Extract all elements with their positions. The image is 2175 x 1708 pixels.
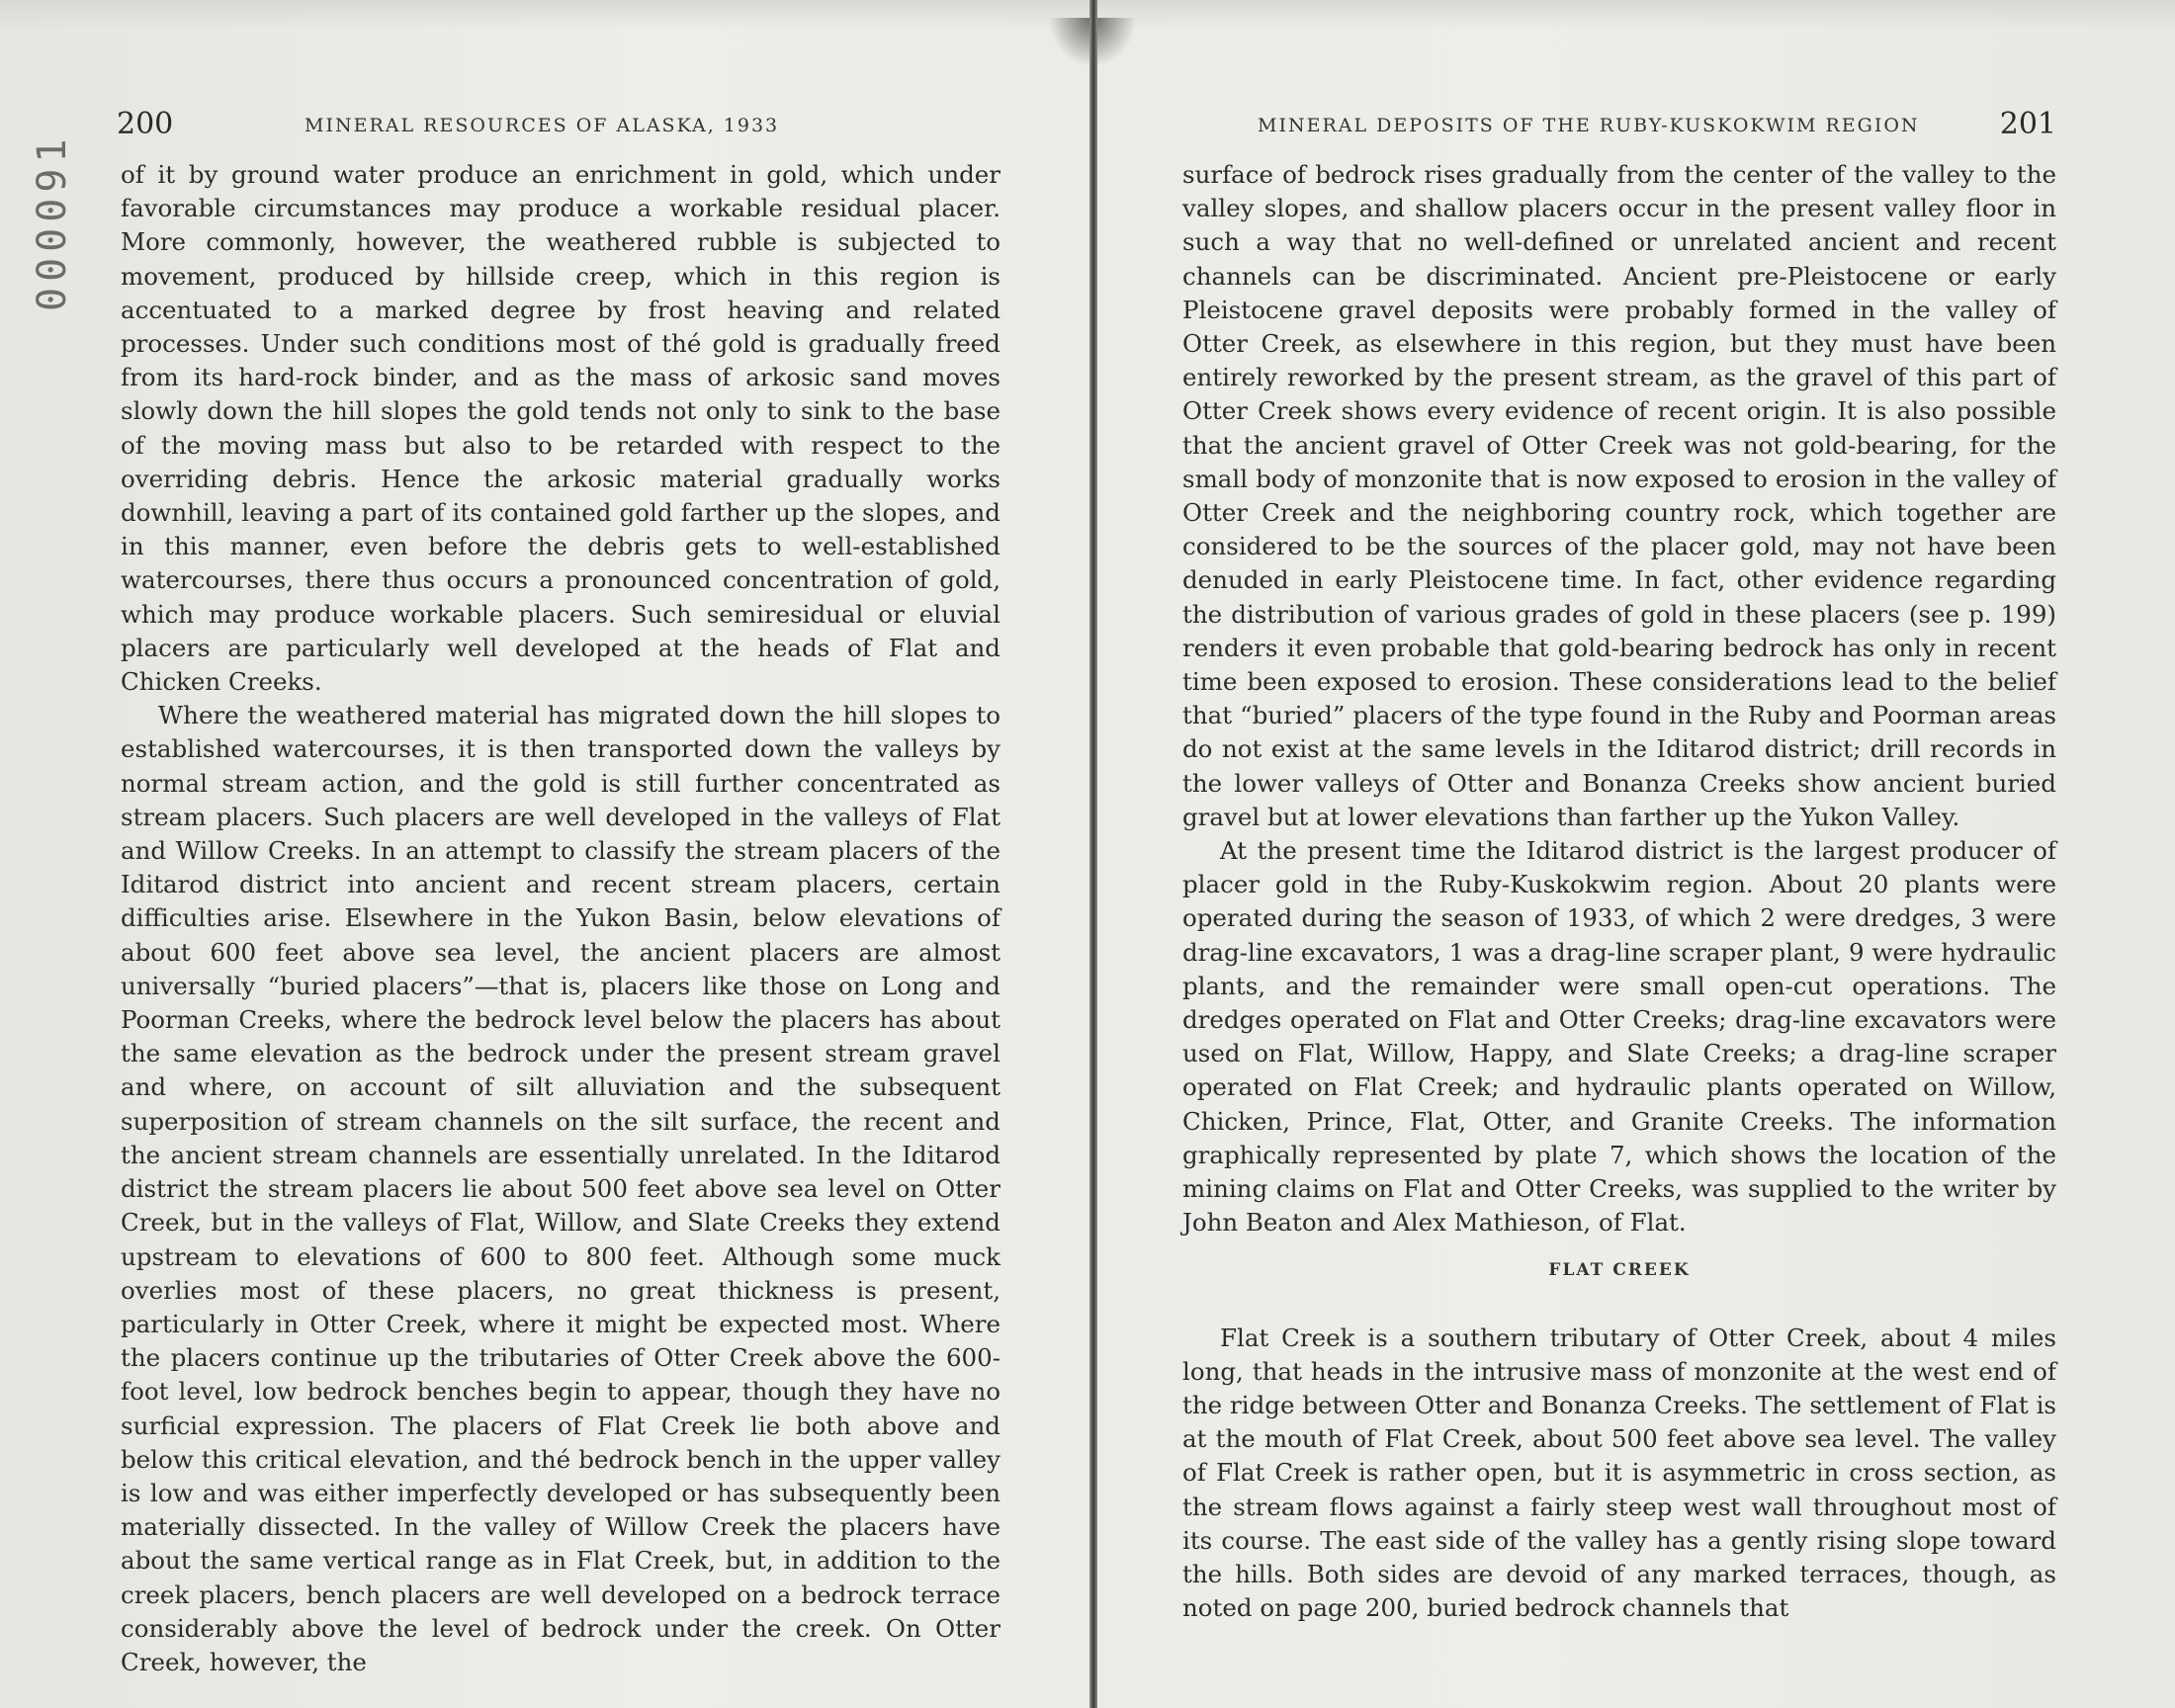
left-running-head: MINERAL RESOURCES OF ALASKA, 1933	[304, 115, 780, 136]
right-page	[1182, 107, 2056, 1625]
right-running-head: MINERAL DEPOSITS OF THE RUBY-KUSKOKWIM REGION	[1258, 115, 1920, 136]
right-paragraph-2: At the present time the Iditarod district is the largest producer of placer gold in the Ruby-Kuskokwim region. About 20 plants were operated during the season of 1933, of which 2 were dredges, 3 were drag-line excavators, 1 was a drag-line scraper plant, 9 were hydraulic plants, and the remainder were small open-cut operations. The dredges operated on Flat and Otter Creeks; drag-line excavators were used on Flat, Willow, Happy, and Slate Creeks; a drag-line scraper operated on Flat Creek; and hydraulic plants operated on Willow, Chicken, Prince, Flat, Otter, and Granite Creeks. The information graphically represented by plate 7, which shows the location of the mining claims on Flat and Otter Creeks, was supplied to the writer by John Beaton and Alex Mathieson, of Flat.	[1182, 836, 2056, 1238]
section-heading: FLAT CREEK	[1548, 1259, 1691, 1280]
archive-stamp: 000091	[30, 132, 75, 312]
left-page-header	[107, 107, 1000, 154]
left-page	[107, 107, 1000, 1679]
left-paragraph-1: of it by ground water produce an enrichment in gold, which under favorable circumstances may produce a workable residual placer. More commonly, however, the weathered rubble is subjected to movement, produced by hillside creep, which in this region is accentuated to a marked degree by frost heaving and related processes. Under such conditions most of thé gold is gradually freed from its hard-rock binder, and as the mass of arkosic sand moves slowly down the hill slopes the gold tends not only to sink to the base of the moving mass but also to be retarded with respect to the overriding debris. Hence the arkosic material gradually works downhill, leaving a part of its contained gold farther up the slopes, and in this manner, even before the debris gets to well-established watercourses, there thus occurs a pronounced concentration of gold, which may produce workable placers. Such semiresidual or eluvial placers are particularly well developed at the heads of Flat and Chicken Creeks.	[121, 160, 1000, 697]
left-page-body	[107, 158, 1000, 1679]
right-page-body	[1182, 158, 2056, 1625]
right-page-number: 201	[1999, 107, 2056, 141]
right-page-header	[1182, 107, 2056, 154]
left-page-number: 200	[117, 107, 174, 141]
book-gutter	[1089, 0, 1097, 1708]
left-paragraph-2: Where the weathered material has migrated down the hill slopes to established watercourses, it is then transported down the valleys by normal stream action, and the gold is still further concentrated as stream placers. Such placers are well developed in the valleys of Flat and Willow Creeks. In an attempt to classify the stream placers of the Iditarod district into ancient and recent stream placers, certain difficulties arise. Elsewhere in the Yukon Basin, below elevations of about 600 feet above sea level, the ancient placers are almost universally “buried placers”—that is, placers like those on Long and Poorman Creeks, where the bedrock level below the placers has about the same elevation as the bedrock under the present stream gravel and where, on account of silt alluviation and the subsequent superposition of stream channels on the silt surface, the recent and the ancient stream channels are essentially unrelated. In the Iditarod district the stream placers lie about 500 feet above sea level on Otter Creek, but in the valleys of Flat, Willow, and Slate Creeks they extend upstream to elevations of 600 to 800 feet. Although some muck overlies most of these placers, no great thickness is present, particularly in Otter Creek, where it might be expected most. Where the placers continue up the tributaries of Otter Creek above the 600-foot level, low bedrock benches begin to appear, though they have no surficial expression. The placers of Flat Creek lie both above and below this critical elevation, and thé bedrock bench in the upper valley is low and was either imperfectly developed or has subsequently been materially dissected. In the valley of Willow Creek the placers have about the same vertical range as in Flat Creek, but, in addition to the creek placers, bench placers are well developed on a bedrock terrace considerably above the level of bedrock under the creek. On Otter Creek, however, the	[121, 701, 1000, 1676]
section-paragraph-1: Flat Creek is a southern tributary of Otter Creek, about 4 miles long, that heads in the intrusive mass of monzonite at the west end of the ridge between Otter and Bonanza Creeks. The settlement of Flat is at the mouth of Flat Creek, about 500 feet above sea level. The valley of Flat Creek is rather open, but it is asymmetric in cross section, as the stream flows against a fairly steep west wall throughout most of its course. The east side of the valley has a gently rising slope toward the hills. Both sides are devoid of any marked terraces, though, as noted on page 200, buried bedrock channels that	[1182, 1323, 2056, 1623]
right-paragraph-1: surface of bedrock rises gradually from the center of the valley to the valley slopes, and shallow placers occur in the present valley floor in such a way that no well-defined or unrelated ancient and recent channels can be discriminated. Ancient pre-Pleistocene or early Pleistocene gravel deposits were probably formed in the valley of Otter Creek, as elsewhere in this region, but they must have been entirely reworked by the present stream, as the gravel of this part of Otter Creek shows every evidence of recent origin. It is also possible that the ancient gravel of Otter Creek was not gold-bearing, for the small body of monzonite that is now exposed to erosion in the valley of Otter Creek and the neighboring country rock, which together are considered to be the sources of the placer gold, may not have been denuded in early Pleistocene time. In fact, other evidence regarding the distribution of various grades of gold in these placers (see p. 199) renders it even probable that gold-bearing bedrock has only in recent time been exposed to erosion. These considerations lead to the belief that “buried” placers of the type found in the Ruby and Poorman areas do not exist at the same levels in the Iditarod district; drill records in the lower valleys of Otter and Bonanza Creeks show ancient buried gravel but at lower elevations than farther up the Yukon Valley.	[1182, 160, 2056, 831]
